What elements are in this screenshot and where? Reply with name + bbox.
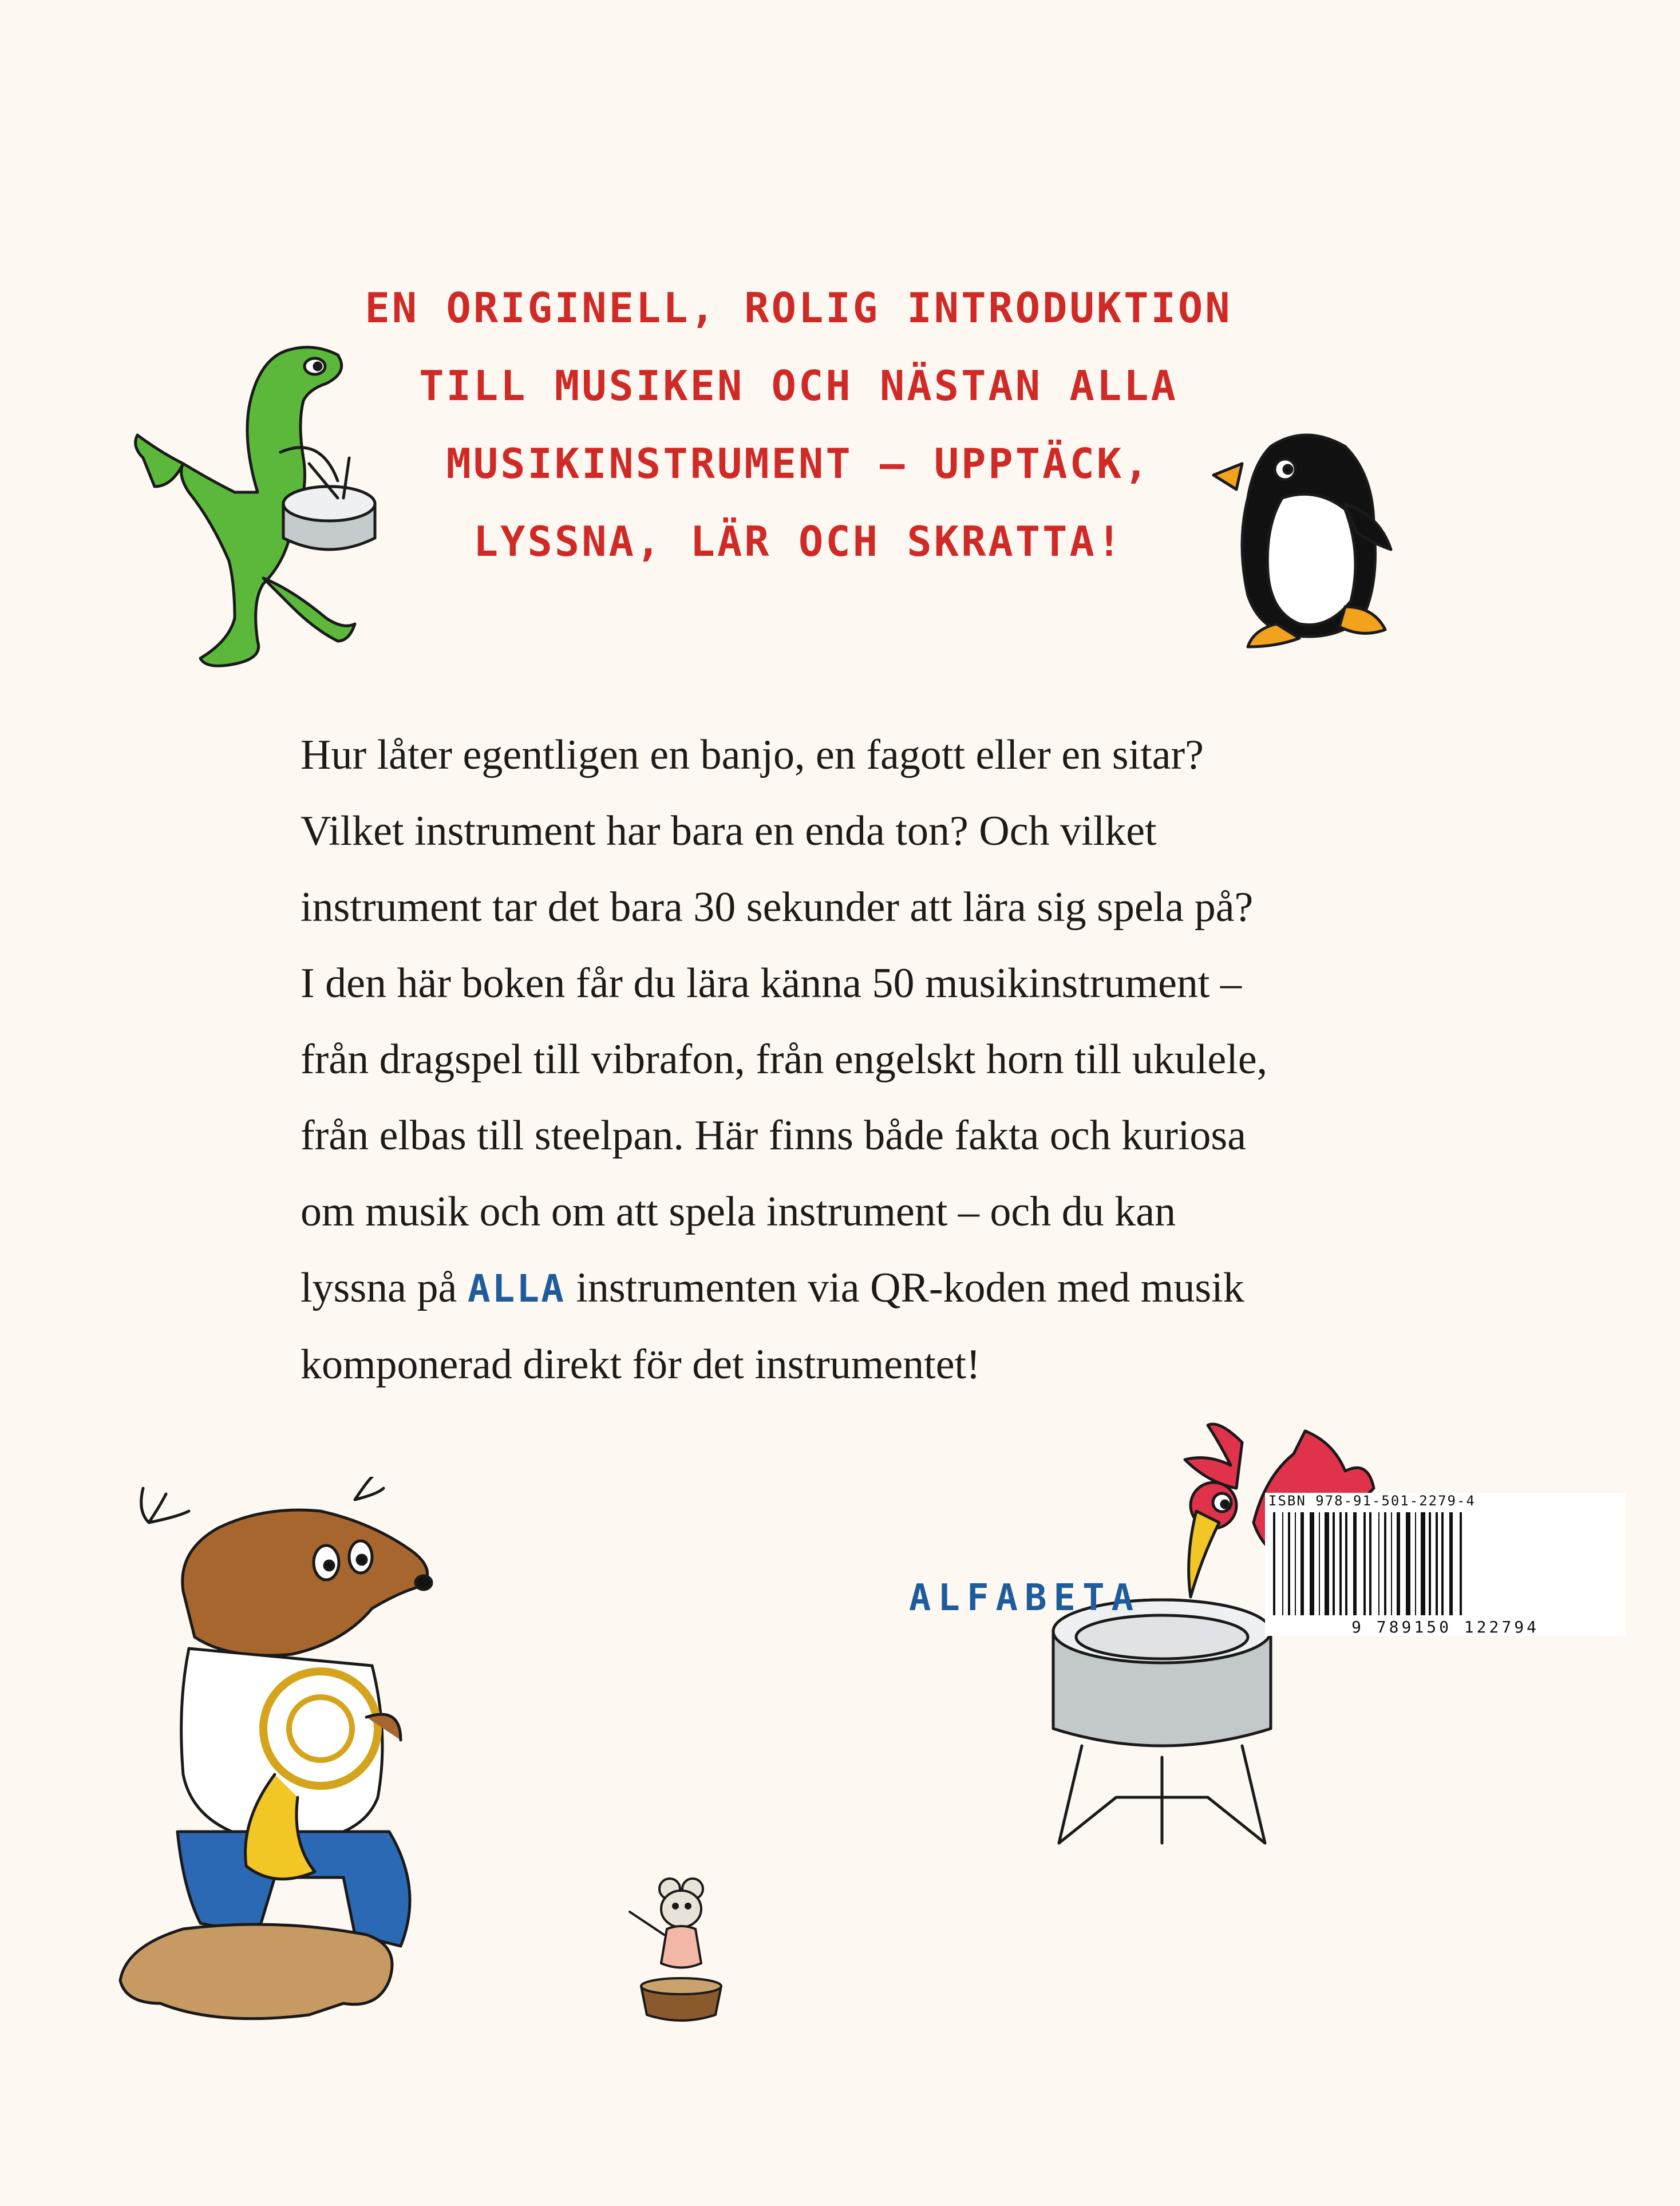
barcode-bar [1384, 1512, 1386, 1615]
barcode-bar [1421, 1512, 1425, 1615]
description [301, 717, 1331, 1403]
tagline-line-4: LYSSNA, LÄR OCH SKRATTA! [473, 517, 1124, 566]
tagline [355, 269, 1242, 580]
barcode-bar [1345, 1512, 1347, 1615]
isbn-label: ISBN 978-91-501-2279-4 [1268, 1493, 1476, 1509]
barcode-bar [1441, 1512, 1444, 1615]
bird-steelpan-icon [1047, 1408, 1379, 1866]
barcode-bar [1288, 1512, 1290, 1615]
barcode-bar [1415, 1512, 1416, 1615]
tagline-line-3: MUSIKINSTRUMENT – UPPTÄCK, [446, 440, 1151, 488]
description-line-8 [301, 1250, 1331, 1327]
barcode-bar [1319, 1512, 1320, 1615]
barcode-bar [1333, 1512, 1335, 1615]
publisher-logo: ALFABETA [908, 1577, 1141, 1619]
description-line-7: om musik och om att spela instrument – och du kan [301, 1188, 1176, 1235]
moose-horn-player-icon [103, 1477, 515, 2049]
barcode-bar [1391, 1512, 1392, 1615]
barcode-bar [1460, 1512, 1462, 1615]
barcode-bar [1295, 1512, 1296, 1615]
tagline-line-2: TILL MUSIKEN OCH NÄSTAN ALLA [419, 362, 1178, 410]
barcode-bar [1339, 1512, 1342, 1615]
mouse-conductor-icon [618, 1872, 733, 2032]
barcode-bar [1300, 1512, 1304, 1615]
barcode-bar [1325, 1512, 1329, 1615]
description-line-1: Hur låter egentligen en banjo, en fagott eller en sitar? [301, 732, 1204, 778]
tagline-line-1: EN ORIGINELL, ROLIG INTRODUKTION [365, 284, 1232, 332]
barcode-bar [1310, 1512, 1314, 1615]
barcode-bar [1353, 1512, 1357, 1615]
penguin-icon [1202, 412, 1408, 653]
barcode-bar [1378, 1512, 1379, 1615]
lizard-drummer-icon [120, 321, 406, 687]
description-line-6: från elbas till steelpan. Här finns både fakta och kuriosa [301, 1112, 1247, 1159]
description-line-8-start: lyssna på [301, 1264, 468, 1311]
barcode [1265, 1493, 1626, 1636]
alla-highlight: ALLA [467, 1267, 566, 1311]
barcode-bars [1271, 1512, 1620, 1615]
barcode-bar [1282, 1512, 1283, 1615]
barcode-bar [1436, 1512, 1438, 1615]
barcode-bar [1429, 1512, 1431, 1615]
barcode-bar [1449, 1512, 1453, 1615]
description-line-2: Vilket instrument har bara en enda ton? Och vilket [301, 808, 1157, 855]
barcode-bar [1406, 1512, 1410, 1615]
description-line-5: från dragspel till vibrafon, från engelskt horn till ukulele, [301, 1036, 1268, 1083]
barcode-bar [1369, 1512, 1371, 1615]
barcode-bar [1363, 1512, 1366, 1615]
barcode-bar [1397, 1512, 1400, 1615]
description-line-9: komponerad direkt för det instrumentet! [301, 1341, 981, 1388]
barcode-bar [1273, 1512, 1275, 1615]
description-line-4: I den här boken får du lära känna 50 musikinstrument – [301, 960, 1242, 1007]
description-line-3: instrument tar det bara 30 sekunder att lära sig spela på? [301, 884, 1254, 931]
barcode-digits: 9 789150 122794 [1351, 1618, 1539, 1636]
description-line-8-end: instrumenten via QR-koden med musik [565, 1264, 1244, 1311]
